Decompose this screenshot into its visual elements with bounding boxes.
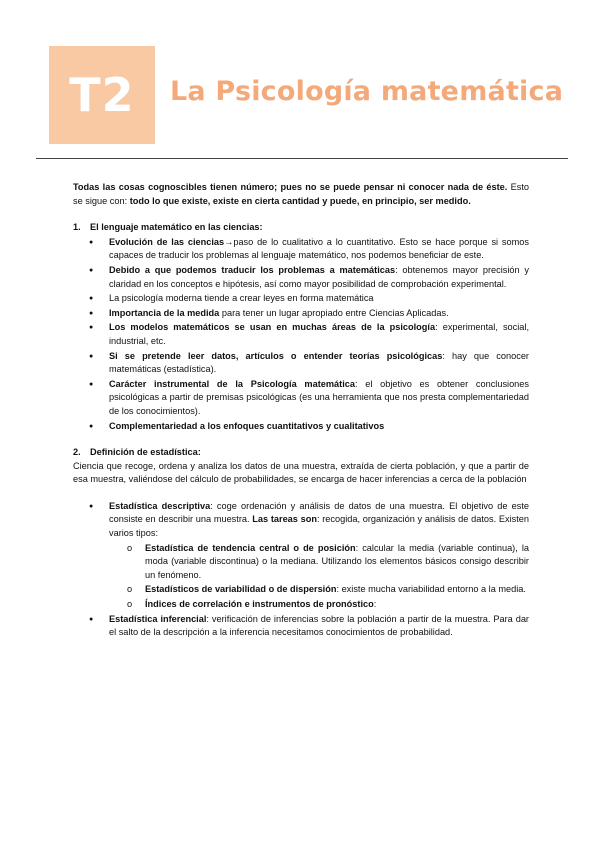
- item-lead: Estadística de tendencia central o de posición: [145, 542, 356, 553]
- item-lead: Los modelos matemáticos se usan en muchas áreas de la psicología: [109, 322, 436, 333]
- sub-list-item: [125, 598, 529, 612]
- item-lead: Evolución de las ciencias: [109, 236, 225, 247]
- item-text: : hay que conocer matemáticas (estadística).: [109, 350, 529, 375]
- item-lead: Complementariedad a los enfoques cuantitativos y cualitativos: [109, 420, 385, 431]
- list-item: [89, 292, 529, 306]
- list-item: [89, 420, 529, 434]
- intro-quote: Todas las cosas cognoscibles tienen número; pues no se puede pensar ni conocer nada de éste.: [73, 182, 508, 192]
- item-lead: Estadística descriptiva: [109, 500, 211, 511]
- section-heading-1: [73, 221, 529, 235]
- item-lead: Carácter instrumental de la Psicología matemática: [109, 378, 355, 389]
- intro-principle: todo lo que existe, existe en cierta cantidad y puede, en principio, ser medido.: [129, 195, 471, 206]
- section-2-list: [89, 500, 529, 640]
- item-text-2: : recogida, organización y análisis de datos. Existen varios tipos:: [109, 514, 529, 539]
- item-text: La psicología moderna tiende a crear leyes en forma matemática: [109, 293, 374, 304]
- item-text: →paso de lo cualitativo a lo cuantitativo. Esto se hace porque si somos capaces de traducir los problemas al lenguaje matemático, nos podemos beneficiar de este.: [109, 236, 529, 261]
- topic-badge: [49, 46, 155, 144]
- list-item: [89, 236, 529, 263]
- item-lead: Debido a que podemos traducir los problemas a matemáticas: [109, 264, 396, 275]
- item-text: : verificación de inferencias sobre la población a partir de la muestra. Para dar el salto de la descripción a la inferencia necesitamos conocimientos de probabilidad.: [109, 613, 529, 638]
- topic-badge-label: T2: [69, 68, 135, 122]
- statistics-definition: Ciencia que recoge, ordena y analiza los datos de una muestra, extraída de cierta población, y que a partir de esa muestra, valiéndose del cálculo de probabilidades, se encarga de hacer inferencias a cerca de la población: [73, 460, 529, 485]
- document-title: La Psicología matemática: [170, 76, 564, 107]
- list-item: [89, 264, 529, 291]
- item-text: : experimental, social, industrial, etc.: [109, 322, 529, 346]
- item-lead: Estadísticos de variabilidad o de dispersión: [145, 584, 337, 595]
- item-lead-2: Las tareas son: [252, 514, 317, 525]
- item-text: : el objetivo es obtener conclusiones psicológicas a partir de premisas psicológicas (es una herramienta que nos presta complementariedad de los conocimientos).: [109, 378, 529, 416]
- list-item-descriptive: [89, 500, 529, 612]
- sub-list-item: [125, 542, 529, 583]
- list-item: [89, 350, 529, 377]
- intro-connector: Esto se sigue con:: [73, 182, 529, 206]
- intro-paragraph: [73, 181, 529, 208]
- item-text: para tener un lugar apropiado entre Ciencias Aplicadas.: [219, 307, 449, 318]
- section-number: 2.: [73, 447, 81, 458]
- item-lead: Importancia de la medida: [109, 307, 220, 318]
- list-item-inferential: [89, 613, 529, 640]
- section-heading-2: [73, 446, 529, 460]
- item-text: : existe mucha variabilidad entorno a la media.: [336, 584, 526, 595]
- list-item: [89, 307, 529, 321]
- item-text: : obtenemos mayor precisión y claridad en los conceptos e hipótesis, así como mayor posibilidad de comprobación experimental.: [109, 264, 529, 289]
- spacer: [73, 487, 529, 499]
- list-item: [89, 321, 529, 348]
- document-body: [73, 181, 529, 640]
- item-text: : coge ordenación y análisis de datos de una muestra. El objetivo de este consiste en describir una muestra.: [109, 500, 530, 525]
- item-lead: Estadística inferencial: [109, 613, 207, 624]
- section-title: Definición de estadística:: [90, 447, 201, 458]
- header-divider: [36, 158, 568, 159]
- item-lead: Índices de correlación e instrumentos de pronóstico: [145, 599, 374, 610]
- section-number: 1.: [73, 222, 81, 233]
- sub-list-item: [125, 583, 529, 597]
- item-text: :: [373, 599, 377, 610]
- descriptive-subtypes: [125, 542, 529, 612]
- section-1-list: [89, 236, 529, 433]
- list-item: [89, 378, 529, 419]
- item-text: : calcular la media (variable continua), la moda (variable discontinua) o la mediana. Utilizando los elementos básicos consigo describir un fenómeno.: [145, 542, 529, 580]
- item-lead: Si se pretende leer datos, artículos o entender teorías psicológicas: [109, 350, 443, 361]
- section-title: El lenguaje matemático en las ciencias:: [90, 222, 263, 233]
